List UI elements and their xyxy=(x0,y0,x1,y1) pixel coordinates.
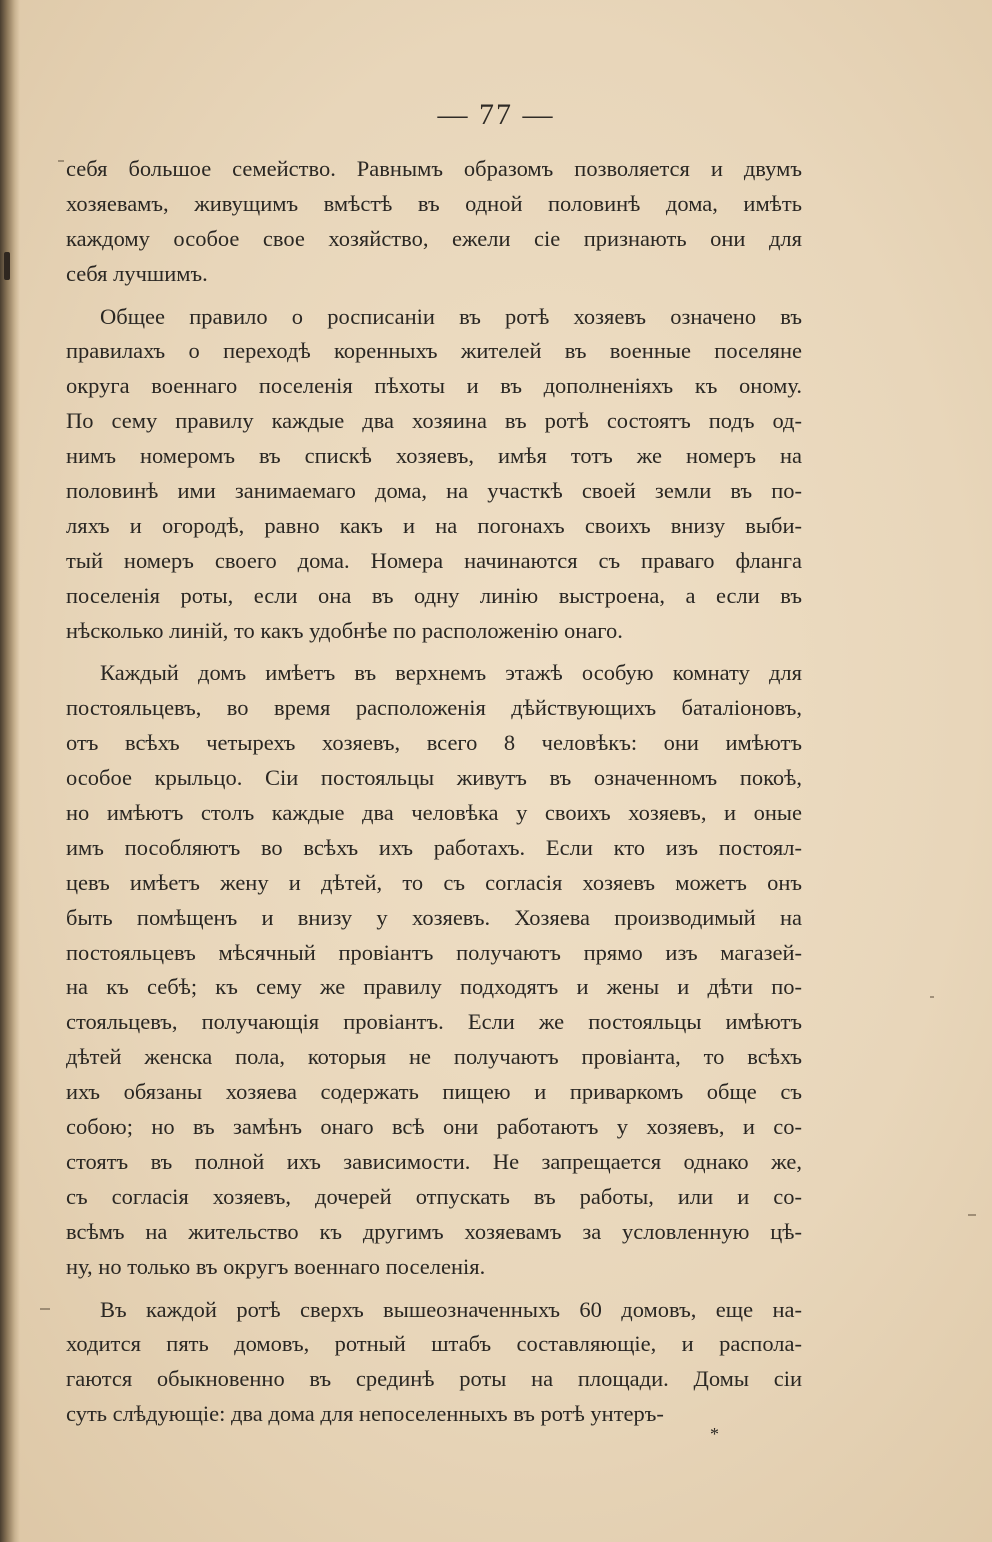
text-line: хозяевамъ, живущимъ вмѣстѣ въ одной половинѣ дома, имѣть xyxy=(66,190,802,216)
text-line: отъ всѣхъ четырехъ хозяевъ, всего 8 человѣкъ: они имѣютъ xyxy=(66,730,802,756)
text-line: ну, но только въ округъ военнаго поселенія. xyxy=(66,1253,486,1279)
text-line: Каждый домъ имѣетъ въ верхнемъ этажѣ особую комнату для xyxy=(100,660,802,686)
paper-speck xyxy=(58,160,64,162)
text-line: постояльцевъ, во время расположенія дѣйствующихъ баталіоновъ, xyxy=(66,695,802,721)
text-line: себя лучшимъ. xyxy=(66,260,208,286)
text-line: тый номеръ своего дома. Номера начинаются съ праваго фланга xyxy=(66,547,802,573)
page-binding-edge xyxy=(0,0,20,1542)
paragraph xyxy=(66,656,802,1284)
text-line: гаются обыкновенно въ срединѣ роты на площади. Домы сіи xyxy=(66,1366,802,1392)
text-line: поселенія роты, если она въ одну линію выстроена, а если въ xyxy=(66,582,802,608)
text-line: съ согласія хозяевъ, дочерей отпускать въ работы, или и со- xyxy=(66,1183,802,1209)
text-line: собою; но въ замѣнъ онаго всѣ они работаютъ у хозяевъ, и со- xyxy=(66,1114,802,1140)
text-line: быть помѣщенъ и внизу у хозяевъ. Хозяева производимый на xyxy=(66,904,802,930)
text-line: По сему правилу каждые два хозяина въ ротѣ состоятъ подъ од- xyxy=(66,408,802,434)
paragraph xyxy=(66,1293,802,1433)
text-line: стояльцевъ, получающія провіантъ. Если же постояльцы имѣютъ xyxy=(66,1009,802,1035)
paragraph xyxy=(66,152,802,292)
paper-speck xyxy=(40,1308,50,1310)
text-line: Въ каждой ротѣ сверхъ вышеозначенныхъ 60 домовъ, еще на- xyxy=(100,1296,802,1322)
text-line: каждому особое свое хозяйство, ежели сіе признають они для xyxy=(66,225,802,251)
text-line: правилахъ о переходѣ коренныхъ жителей въ военные поселяне xyxy=(66,338,802,364)
text-line: на къ себѣ; къ сему же правилу подходятъ и жены и дѣти по- xyxy=(66,974,802,1000)
paragraph-gap xyxy=(66,1285,802,1293)
text-line: цевъ имѣетъ жену и дѣтей, то съ согласія хозяевъ можетъ онъ xyxy=(66,869,802,895)
text-line: Общее правило о росписаніи въ ротѣ хозяевъ означено въ xyxy=(100,303,802,329)
text-line: округа военнаго поселенія пѣхоты и въ дополненіяхъ къ оному. xyxy=(66,373,802,399)
text-line: ихъ обязаны хозяева содержать пищею и приваркомъ обще съ xyxy=(66,1079,802,1105)
text-line: всѣмъ на жительство къ другимъ хозяевамъ за условленную цѣ- xyxy=(66,1218,802,1244)
text-line: дѣтей женска пола, которыя не получаютъ провіанта, то всѣхъ xyxy=(66,1044,802,1070)
binding-mark xyxy=(4,252,10,280)
text-line: ляхъ и огородѣ, равно какъ и на погонахъ своихъ внизу выби- xyxy=(66,512,802,538)
text-line: но имѣютъ столъ каждые два человѣка у своихъ хозяевъ, и оные xyxy=(66,800,802,826)
text-line: суть слѣдующіе: два дома для непоселенныхъ въ ротѣ унтеръ- xyxy=(66,1401,664,1427)
paragraph-gap xyxy=(66,648,802,656)
footnote-mark: * xyxy=(710,1424,719,1444)
text-line: особое крыльцо. Сіи постояльцы живутъ въ означенномъ покоѣ, xyxy=(66,765,802,791)
paragraph-gap xyxy=(66,292,802,300)
page-number: — 77 — xyxy=(437,98,555,131)
text-line: себя большое семейство. Равнымъ образомъ позволяется и двумъ xyxy=(66,156,802,181)
text-line: нѣсколько линій, то какъ удобнѣе по расположенію онаго. xyxy=(66,617,623,643)
body-text xyxy=(66,152,802,1432)
text-line: нимъ номеромъ въ спискѣ хозяевъ, имѣя тотъ же номеръ на xyxy=(66,443,802,469)
text-line: ходится пять домовъ, ротный штабъ составляющіе, и распола- xyxy=(66,1331,802,1357)
paper-speck xyxy=(968,1214,976,1216)
text-line: постояльцевъ мѣсячный провіантъ получаютъ прямо изъ магазей- xyxy=(66,939,802,965)
paper-speck xyxy=(930,996,934,998)
text-line: стоятъ въ полной ихъ зависимости. Не запрещается однако же, xyxy=(66,1148,802,1174)
text-line: половинѣ ими занимаемаго дома, на участкѣ своей земли въ по- xyxy=(66,478,802,504)
paragraph xyxy=(66,300,802,649)
text-line: имъ пособляютъ во всѣхъ ихъ работахъ. Если кто изъ постоял- xyxy=(66,834,802,860)
